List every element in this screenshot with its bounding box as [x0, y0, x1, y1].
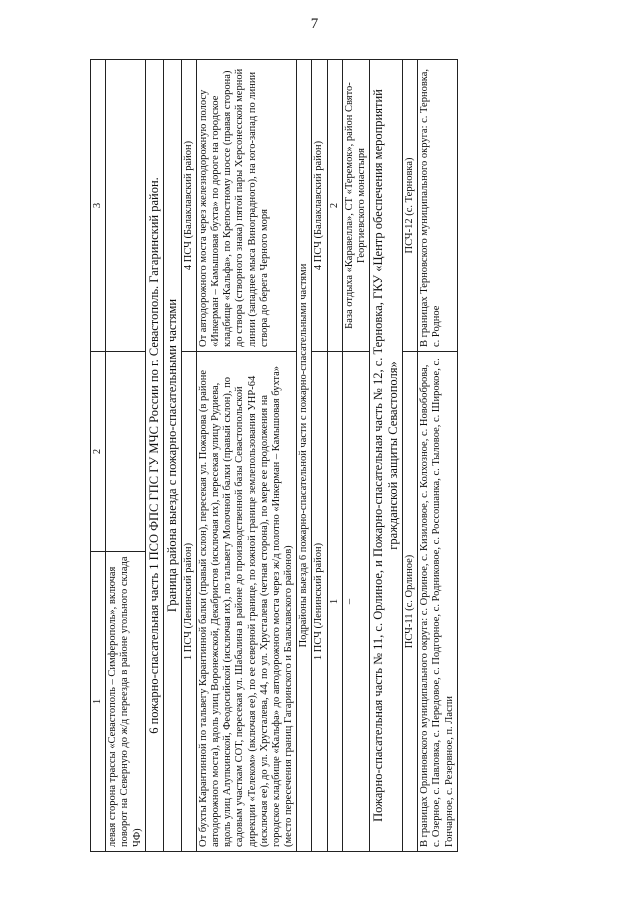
- previous-row-c1: левая сторона трассы «Севастополь – Симферополь», включая поворот на Северную до ж/д переезда в районе угольного склада ЧФ): [106, 552, 146, 852]
- previous-row: [106, 60, 146, 852]
- section1-title: 6 пожарно-спасательная часть 1 ПСО ФПС ГПС ГУ МЧС России по г. Севастополь. Гагаринский район.: [145, 60, 163, 852]
- section2-num-left: 1: [327, 352, 342, 852]
- section1-title-row: [145, 60, 163, 852]
- previous-row-c3: [106, 60, 146, 352]
- header-col1: 1: [91, 552, 106, 852]
- fire-district-table: [90, 59, 458, 852]
- section1-subtitle: Граница района выезда с пожарно-спасательными частями: [163, 60, 181, 852]
- section1-border-right: От автодорожного моста через железнодорожную полосу «Инкерман – Камышовая бухта» по дороге на городское кладбище «Кальфа», по Крепостному шоссе (правая сторона) до створа (створного знака) пятой пары Херсонесской мерной линии (западнее мыса Виноградного), на юго-запад по линии створа до берега Черного моря: [196, 60, 296, 352]
- section3-unit-right: ПСЧ-12 (с. Терновка): [403, 60, 418, 352]
- header-col2: 2: [91, 352, 106, 552]
- section2-title: Подрайоны выезда 6 пожарно-спасательной части с пожарно-спасательными частями: [297, 60, 312, 852]
- section1-subtitle-row: [163, 60, 181, 852]
- section2-units-row: [312, 60, 327, 852]
- header-col3: 3: [91, 60, 106, 352]
- section2-num-right: 2: [327, 60, 342, 352]
- section3-title: Пожарно-спасательная часть № 11, с. Орлиное, и Пожарно-спасательная часть № 12, с. Терновка, ГКУ «Центр обеспечения мероприятий гражданской защиты Севастополя»: [370, 60, 403, 852]
- section3-units-row: [403, 60, 418, 852]
- section2-values-row: [342, 60, 369, 852]
- section2-unit-left: 1 ПСЧ (Ленинский район): [312, 352, 327, 852]
- section2-val-right: База отдыха «Каравелла», СТ «Теремок», район Свято-Георгиевского монастыря: [342, 60, 369, 352]
- page-number: 7: [310, 16, 319, 32]
- section2-val-left: –: [342, 352, 369, 852]
- section1-unit-right: 4 ПСЧ (Балаклавский район): [181, 60, 196, 352]
- section3-area-left: В границах Орлиновского муниципального округа: с. Орлиное, с. Кизиловое, с. Колхозное, с. Новобоброва, с. Озерное, с. Павловка, с. Передовое, с. Подгорное, с. Родниковое, с. Россошанка, с. Тыловое, с. Широкое, с. Гончарное, с. Резервное, п. Ласпи: [418, 352, 458, 852]
- section2-title-row: [297, 60, 312, 852]
- section2-num-row: [327, 60, 342, 852]
- section1-units-row: [181, 60, 196, 852]
- section3-unit-left: ПСЧ-11 (с. Орлиное): [403, 352, 418, 852]
- rotated-table-container: [90, 60, 580, 852]
- section1-unit-left: 1 ПСЧ (Ленинский район): [181, 352, 196, 852]
- section3-areas-row: [418, 60, 458, 852]
- section1-border-left: От бухты Карантинной по тальвегу Карантинной балки (правый склон), пересекая ул. Пожарова (в районе автодорожного моста), вдоль улиц Воронежской, Декабристов (исключая их), пересекая улицу Рудиева, вдоль улиц Алупкинской, Феодосийской (исключая их), по тальвегу Молочной балки (правый склон), по садовым участкам СОТ, пересекая ул. Шабалина в районе до производственной базы Севастопольской дирекции «Телеком» (включая ее), по ее северной границе, по южной границе землепользования УНР-64 (исключая ее), до ул. Хрусталева, 44, по ул. Хрусталева (четная сторона), по мере ее продолжения на городское кладбище «Кальфа» до автодорожного моста через ж/д полотно «Инкерман – Камышовая бухта» (место пересечения границ Гагаринского и Балаклавского районов): [196, 352, 296, 852]
- section2-unit-right: 4 ПСЧ (Балаклавский район): [312, 60, 327, 352]
- section1-border-row: [196, 60, 296, 852]
- section3-area-right: В границах Терновского муниципального округа: с. Терновка, с. Родное: [418, 60, 458, 352]
- header-row: [91, 60, 106, 852]
- section3-title-row: [370, 60, 403, 852]
- previous-row-c2: [106, 352, 146, 552]
